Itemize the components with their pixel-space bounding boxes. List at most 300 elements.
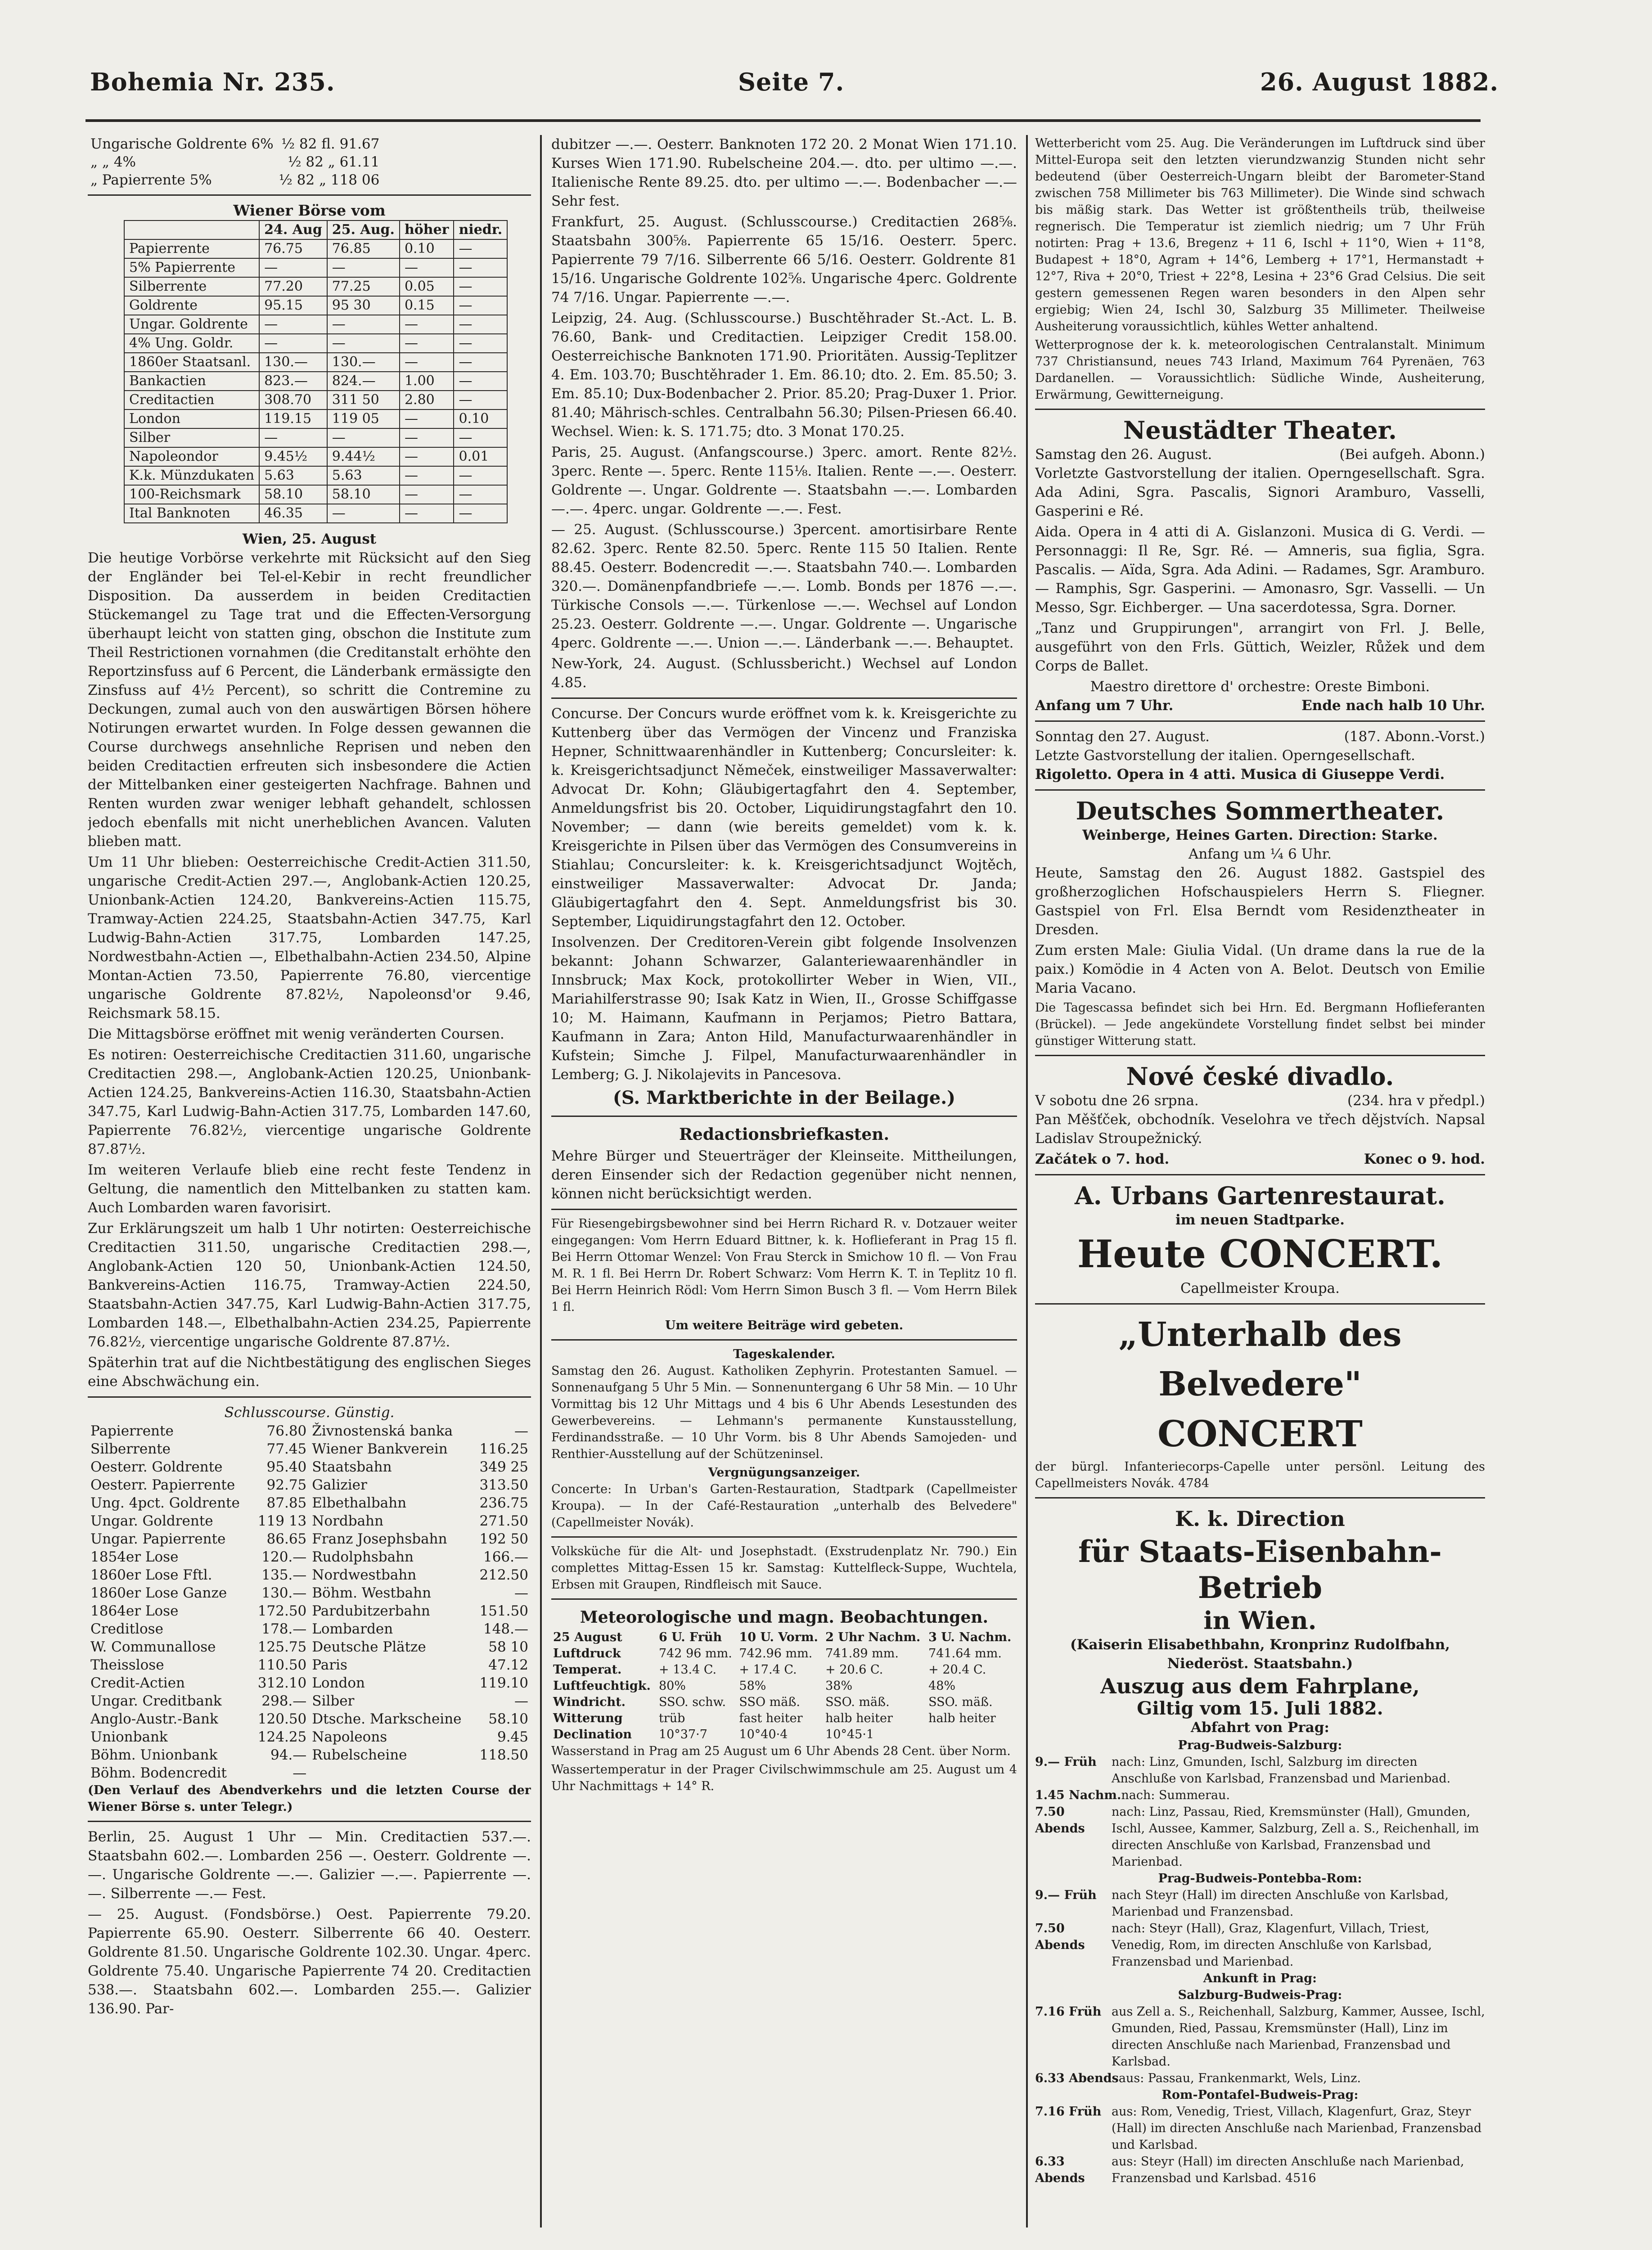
bourse-value: 77.25 — [327, 277, 400, 296]
route-rom-title: Prag-Budweis-Pontebba-Rom: — [1158, 1872, 1362, 1886]
schluss-value: 120.— — [261, 1549, 307, 1565]
summer-theatre-text-2: Zum ersten Male: Giulia Vidal. (Un drame dans la rue de la paix.) Komödie in 4 Acten von A. Belot. Deutsch von Emilie Maria Vacano. — [1035, 942, 1485, 996]
timetable-entry — [1035, 1887, 1485, 1920]
schluss-label: Unionbank — [90, 1729, 168, 1745]
calendar-text: Samstag den 26. August. Katholiken Zephyrin. Protestanten Samuel. — Sonnenaufgang 5 Uhr 5 Min. — Sonnenuntergang 6 Uhr 58 Min. — 10 Uhr Vormittag bis 12 Uhr Mittags und 4 bis 6 Uhr Abends Lesestunden des Gewerbevereins. — Lehmann's permanente Kunstausstellung, Ferdinandsstraße. — 10 Uhr Vorm. bis 8 Uhr Abends Samojeden- und Renthier-Ausstellung auf der Schützeninsel. — [551, 1364, 1017, 1461]
redaction-text: Mehre Bürger und Steuerträger der Kleinseite. Mittheilungen, deren Einsender sich der Redaction gegenüber nicht nennen, können nicht berücksichtigt werden. — [551, 1148, 1017, 1202]
meteo-value: + 17.4 C. — [739, 1663, 797, 1677]
meteo-label: Witterung — [553, 1711, 623, 1725]
bourse-label: Papierrente — [124, 239, 259, 258]
bourse-value: 58.10 — [327, 485, 400, 504]
schluss-label: Živnostenská banka — [312, 1423, 453, 1439]
end-time: Ende nach halb 10 Uhr. — [1301, 698, 1485, 714]
meteo-value: 742 96 mm. — [658, 1647, 732, 1660]
meteo-header-cell: 6 U. Früh — [658, 1630, 722, 1644]
berlin-report: Berlin, 25. August 1 Uhr — Min. Creditactien 537.—. Staatsbahn 602.—. Lombarden 256 —. Oesterr. Goldrente —.—. Ungarische Goldrente —.—. Galizier —.—. Papierrente —.—. Silberrente —.— Fest. — [88, 1829, 531, 1902]
schluss-value: 125.75 — [257, 1639, 307, 1655]
divider — [551, 1536, 1017, 1538]
entertainment-text: Concerte: In Urban's Garten-Restauration, Stadtpark (Capellmeister Kroupa). — In der Café-Restauration „unterhalb des Belvedere" (Capellmeister Novák). — [551, 1482, 1017, 1530]
schluss-row — [88, 1494, 531, 1512]
meteo-value: 742.96 mm. — [739, 1647, 813, 1660]
bourse-row — [124, 296, 507, 315]
bourse-value: 308.70 — [259, 391, 327, 410]
railway-direction: K. k. Direction — [1175, 1507, 1345, 1531]
schluss-row — [88, 1476, 531, 1494]
schluss-value: — — [514, 1423, 528, 1439]
bourse-value: — — [454, 258, 507, 277]
divider — [1035, 720, 1485, 722]
schluss-label: 1854er Lose — [90, 1549, 179, 1565]
bourse-value: 1.00 — [400, 372, 454, 391]
bourse-value: — — [259, 334, 327, 353]
bourse-header-cell: 25. Aug. — [327, 220, 400, 239]
concurse-notice: Concurse. Der Concurs wurde eröffnet vom k. k. Kreisgerichte zu Kuttenberg über das Vermögen der Vincenz und Franziska Hepner, Schnittwaarenhändler in Kuttenberg; Concursleiter: k. k. Kreisgerichtsadjunct Němeček, einstweiliger Massaverwalter: Advocat Dr. Kohn; Gläubigertagfahrt den 4. September, Anmeldungsfrist bis 20. October, Liquidirungstagfahrt den 10. November; — dann (wie bereits gemeldet) vom k. k. Kreisgerichte in Pilsen über das Vermögen des Consumvereins in Stiahlau; Concursleiter: k. k. Kreisgerichtsadjunct Wojtěch, einstweiliger Massaverwalter: Advocat Dr. Janda; Gläubigertagfahrt den 4. Sept. Anmeldungsfrist bis 30. September, Liquidirungstagfahrt den 12. October. — [551, 706, 1017, 930]
bourse-value: — — [454, 391, 507, 410]
schluss-label: Dtsche. Markscheine — [312, 1711, 462, 1727]
meteo-header-cell: 3 U. Nachm. — [928, 1630, 1012, 1644]
schluss-label: Rudolphsbahn — [312, 1549, 414, 1565]
bourse-label: Creditactien — [124, 391, 259, 410]
belvedere-text: der bürgl. Infanteriecorps-Capelle unter persönl. Leitung des Capellmeisters Novák. 4784 — [1035, 1460, 1485, 1490]
schluss-row — [88, 1674, 531, 1692]
bourse-header-cell: höher — [400, 220, 454, 239]
schluss-label: Ungar. Papierrente — [90, 1531, 226, 1547]
czech-start: Začátek o 7. hod. — [1035, 1151, 1170, 1167]
route-description: nach: Summerau. — [1121, 1788, 1230, 1802]
paris-report-2: — 25. August. (Schlusscourse.) 3percent. amortisirbare Rente 82.62. 3perc. Rente 82.50. 5perc. Rente 115 50 Italien. Rente 88.45. Oesterr. Bodencredit —.—. Staatsbahn 740.—. Lombarden 320.—. Domänenpfandbriefe —.—. Lomb. Bonds per 1876 —.—. Türkische Consols —.—. Türkenlose —.—. Wechsel auf London 25.23. Oesterr. Goldrente —.—. Ungar. Goldrente —. Ungarische 4perc. Goldrente —.—. Union —.—. Länderbank —.—. Behauptet. — [551, 522, 1017, 651]
bourse-row — [124, 353, 507, 372]
schluss-note: (Den Verlauf des Abendverkehrs und die letzten Course der Wiener Börse s. unter Telegr.) — [88, 1783, 531, 1814]
schluss-label: Silber — [312, 1693, 355, 1709]
schluss-value: 58.10 — [488, 1711, 528, 1727]
schluss-label: Lombarden — [312, 1621, 393, 1637]
departure-time: 7.50 Abends — [1035, 1922, 1085, 1952]
schluss-label: Böhm. Westbahn — [312, 1585, 432, 1601]
schluss-value: 92.75 — [266, 1477, 307, 1493]
rigoletto-text: Rigoletto. Opera in 4 atti. Musica di Giuseppe Verdi. — [1035, 766, 1445, 783]
schluss-label: Staatsbahn — [312, 1459, 392, 1475]
bourse-value: — — [327, 504, 400, 523]
bourse-value: 9.45½ — [259, 447, 327, 466]
bourse-row — [124, 485, 507, 504]
bourse-title: Wiener Börse vom — [233, 202, 386, 219]
schluss-value: 87.85 — [266, 1495, 307, 1511]
summer-theatre-text-3: Die Tagescassa befindet sich bei Hrn. Ed. Bergmann Hoflieferanten (Brückel). — Jede angekündete Vorstellung findet selbst bei minder günstiger Witterung statt. — [1035, 1001, 1485, 1048]
column-2 — [551, 135, 1017, 2250]
railway-title: für Staats-Eisenbahn-Betrieb — [1078, 1534, 1442, 1605]
wien-title: Wien, 25. August — [242, 531, 377, 547]
schluss-row — [88, 1512, 531, 1530]
start-time: Anfang um 7 Uhr. — [1035, 698, 1174, 714]
bourse-row — [124, 410, 507, 428]
schluss-row — [88, 1710, 531, 1728]
weather-forecast: Wetterprognose der k. k. meteorologischen Centralanstalt. Minimum 737 Christiansund, neues 743 Irland, Maximum 764 Pyrenäen, 763 Dardanellen. — Voraussichtlich: Südliche Winde, Ausheiterung, Erwärmung, Gewitterneigung. — [1035, 338, 1485, 402]
schluss-label: London — [312, 1675, 365, 1691]
czech-date: V sobotu dne 26 srpna. — [1035, 1093, 1199, 1109]
schluss-value: 9.45 — [497, 1729, 528, 1745]
schluss-value: 151.50 — [479, 1603, 528, 1619]
meteo-row — [551, 1710, 1017, 1727]
leipzig-report: Leipzig, 24. Aug. (Schlusscourse.) Buschtěhrader St.-Act. L. B. 76.60, Bank- und Creditactien. Leipziger Credit 158.00. Oesterreichische Banknoten 171.90. Prioritäten. Aussig-Teplitzer 4. Em. 103.70; Buschtěhrader 1. Em. 86.10; dto. 2. Em. 85.50; 3. Em. 85.10; Dux-Bodenbacher 2. Prior. 85.20; Prag-Duxer 1. Prior. 81.40; Mährisch-schles. Centralbahn 56.30; Pilsen-Priesen 66.40. Wechsel. Wien: k. S. 171.75; dto. 3 Monat 170.25. — [551, 310, 1017, 440]
bourse-value: — — [400, 410, 454, 428]
schluss-value: 130.— — [261, 1585, 307, 1601]
bourse-value: — — [454, 334, 507, 353]
divider — [551, 1209, 1017, 1210]
neustadt-text: Vorletzte Gastvorstellung der italien. Operngesellschaft. Sgra. Ada Adini, Sgra. Pascalis, Signori Aramburo, Vasselli, Gasperini e Ré. — [1035, 465, 1485, 519]
schluss-value: 110.50 — [257, 1657, 307, 1673]
bourse-header-cell: niedr. — [454, 220, 507, 239]
schluss-label: Napoleons — [312, 1729, 387, 1745]
bourse-value: 5.63 — [327, 466, 400, 485]
bourse-value: — — [400, 258, 454, 277]
schluss-label: Ungar. Goldrente — [90, 1513, 213, 1529]
bourse-value: — — [400, 504, 454, 523]
wien-report — [88, 549, 531, 1391]
schluss-label: Ung. 4pct. Goldrente — [90, 1495, 240, 1511]
timetable-entry — [1035, 2003, 1485, 2070]
aida-text: Aida. Opera in 4 atti di A. Gislanzoni. Musica di G. Verdi. — Personnaggi: Il Re, Sgr. Ré. — Amneris, sua figlia, Sgra. Pascalis. — Aïda, Sgra. Ada Adini. — Radames, Sgr. Aramburo. — Ramphis, Sgr. Gasperini. — Amonasro, Sgr. Vasselli. — Un Messo, Sgr. Eichberger. — Una sacerdotessa, Sgra. Dorner. — [1035, 524, 1485, 616]
meteo-row — [551, 1678, 1017, 1694]
meteo-value: 10°45·1 — [825, 1728, 874, 1742]
urban-subtitle: im neuen Stadtparke. — [1175, 1212, 1345, 1228]
schluss-label: 1860er Lose Fftl. — [90, 1567, 212, 1583]
bourse-value: — — [327, 258, 400, 277]
sunday-date: Sonntag den 27. August. — [1035, 729, 1210, 745]
bourse-value: 0.10 — [454, 410, 507, 428]
neustadt-abonn: (Bei aufgeh. Abonn.) — [1339, 446, 1485, 463]
bourse-value: — — [454, 239, 507, 258]
belvedere-concert: CONCERT — [1157, 1413, 1363, 1455]
meteo-value: 10°40·4 — [739, 1728, 788, 1742]
schluss-value: 349 25 — [479, 1459, 528, 1475]
bourse-value: 311 50 — [327, 391, 400, 410]
bourse-value: 0.10 — [400, 239, 454, 258]
schluss-row — [88, 1656, 531, 1674]
schluss-value: 116.25 — [479, 1441, 528, 1457]
bourse-value: 130.— — [327, 353, 400, 372]
ballet-text: „Tanz und Gruppirungen", arrangirt von Frl. J. Belle, ausgeführt von den Frls. Güttich, Weizler, Růžek und dem Corps de Ballet. — [1035, 620, 1485, 674]
route-salzburg-title: Prag-Budweis-Salzburg: — [1178, 1738, 1342, 1752]
header-rule — [86, 119, 1481, 122]
czech-end: Konec o 9. hod. — [1364, 1151, 1485, 1167]
bourse-value: — — [259, 428, 327, 447]
bourse-value: — — [400, 353, 454, 372]
schluss-row — [88, 1638, 531, 1656]
schluss-value: 212.50 — [479, 1567, 528, 1583]
meteo-header-cell: 25 August — [553, 1630, 622, 1644]
route-rom-prag-title: Rom-Pontafel-Budweis-Prag: — [1161, 2088, 1359, 2102]
sunday-row — [1035, 727, 1485, 746]
schluss-label: Böhm. Bodencredit — [90, 1765, 227, 1781]
quote-label: „ „ 4% — [90, 154, 136, 170]
schluss-value: 118.50 — [479, 1747, 528, 1763]
meteo-row — [551, 1662, 1017, 1678]
schluss-label: Theisslose — [90, 1657, 164, 1673]
route-salzburg-prag-title: Salzburg-Budweis-Prag: — [1178, 1988, 1342, 2002]
bourse-value: 130.— — [259, 353, 327, 372]
wien-paragraph: Die Mittagsbörse eröffnet mit wenig veränderten Coursen. — [88, 1026, 504, 1042]
bourse-label: Goldrente — [124, 296, 259, 315]
meteo-value: + 13.4 C. — [658, 1663, 717, 1677]
bourse-value: — — [400, 315, 454, 334]
wien-paragraph: Die heutige Vorbörse verkehrte mit Rücksicht auf den Sieg der Engländer bei Tel-el-Kebir in recht freundlicher Disposition. Da ausserdem in beiden Creditactien Stückemangel zu Tage trat und die Effecten-Versorgung überhaupt leicht von statten ging, obschon die Institute zum Theil Restrictionen vornahmen (die Creditanstalt erhöhte den Reportzinsfuss auf 6 Percent, die Länderbank ermässigte den Zinsfuss auf 4½ Percent), so schritt die Contremine zu Deckungen, zumal auch von den auswärtigen Börsen höhere Notirungen erwartet wurden. In Folge dessen gewannen die Course durchwegs ansehnliche Reprisen und neben den beiden Creditactien erfreuten sich insbesondere die Actien der Mittelbanken einer gesteigerten Nachfrage. Bahnen und Renten wurden zwar weniger lebhaft gehandelt, schlossen jedoch ebenfalls mit nicht unerheblichen Avancen. Valuten blieben matt. — [88, 550, 531, 850]
schluss-value: 172.50 — [257, 1603, 307, 1619]
divider — [551, 698, 1017, 699]
schluss-value: 47.12 — [488, 1657, 528, 1673]
bourse-value: 2.80 — [400, 391, 454, 410]
calendar-title: Tageskalender. — [733, 1347, 835, 1361]
divider — [1035, 789, 1485, 791]
bourse-header-cell — [124, 220, 259, 239]
bourse-label: Bankactien — [124, 372, 259, 391]
meteo-label: Temperat. — [553, 1663, 622, 1677]
departure-time: 1.45 Nachm. — [1035, 1788, 1121, 1802]
schluss-label: 1860er Lose Ganze — [90, 1585, 227, 1601]
timetable — [1035, 1737, 1485, 2187]
czech-abonn: (234. hra v předpl.) — [1347, 1093, 1485, 1109]
bourse-label: Ungar. Goldrente — [124, 315, 259, 334]
schluss-label: Paris — [312, 1657, 347, 1673]
maestro: Maestro direttore d' orchestre: Oreste Bimboni. — [1090, 679, 1430, 695]
timetable-entry — [1035, 1804, 1485, 1870]
schluss-row — [88, 1764, 531, 1782]
neustadt-date-row — [1035, 445, 1485, 464]
bourse-value: — — [454, 277, 507, 296]
meteo-label: Luftdruck — [553, 1647, 621, 1660]
wien-paragraph: Im weiteren Verlaufe blieb eine recht feste Tendenz in Geltung, die namentlich den Mittelbanken zu statten kam. Auch Lombarden waren favorisirt. — [88, 1162, 531, 1216]
bourse-value: 9.44½ — [327, 447, 400, 466]
bourse-value: — — [454, 504, 507, 523]
schluss-value: 95.40 — [266, 1459, 307, 1475]
bourse-value: 77.20 — [259, 277, 327, 296]
column-divider — [540, 135, 542, 2228]
bourse-value: 0.15 — [400, 296, 454, 315]
bourse-row — [124, 334, 507, 353]
schluss-label: Papierrente — [90, 1423, 174, 1439]
summer-theatre-title: Deutsches Sommertheater. — [1076, 796, 1445, 825]
arrivals-title: Ankunft in Prag: — [1203, 1971, 1317, 1985]
schluss-row — [88, 1692, 531, 1710]
timetable-entry — [1035, 1920, 1485, 1970]
page-number: Seite 7. — [738, 68, 845, 96]
schluss-label: W. Communallose — [90, 1639, 216, 1655]
divider — [1035, 1174, 1485, 1175]
schluss-label: Böhm. Unionbank — [90, 1747, 218, 1763]
bourse-value: — — [400, 485, 454, 504]
schluss-row — [88, 1458, 531, 1476]
bourse-value: — — [327, 315, 400, 334]
meteo-value: 741.64 mm. — [928, 1647, 1002, 1660]
meteo-value: SSO. mäß. — [928, 1695, 993, 1709]
meteo-value: 10°37·7 — [658, 1728, 707, 1742]
schluss-row — [88, 1422, 531, 1440]
meteo-table — [551, 1629, 1017, 1743]
schluss-label: Deutsche Plätze — [312, 1639, 426, 1655]
schluss-value: — — [514, 1693, 528, 1709]
quote-row — [88, 153, 382, 171]
divider — [1035, 1497, 1485, 1498]
schluss-table — [88, 1422, 531, 1782]
meteo-row — [551, 1694, 1017, 1710]
meteo-value: 741.89 mm. — [825, 1647, 899, 1660]
route-description: nach: Linz, Gmunden, Ischl, Salzburg im directen Anschluße von Karlsbad, Franzensbad und Marienbad. — [1112, 1755, 1451, 1786]
railway-lines: (Kaiserin Elisabethbahn, Kronprinz Rudolfbahn, Niederöst. Staatsbahn.) — [1070, 1637, 1450, 1672]
route-description: aus: Steyr (Hall) im directen Anschluße nach Marienbad, Franzensbad und Karlsbad. 4516 — [1112, 2155, 1464, 2185]
railway-city: in Wien. — [1203, 1606, 1317, 1635]
bourse-label: Silber — [124, 428, 259, 447]
bourse-header-cell: 24. Aug — [259, 220, 327, 239]
meteo-value: 58% — [739, 1679, 766, 1693]
bourse-value: — — [400, 428, 454, 447]
departure-time: 9.— Früh — [1035, 1888, 1097, 1902]
schluss-row — [88, 1746, 531, 1764]
bourse-value: 824.— — [327, 372, 400, 391]
bourse-value: 0.05 — [400, 277, 454, 296]
summer-theatre-start: Anfang um ¼ 6 Uhr. — [1188, 846, 1332, 862]
summer-theatre-subtitle: Weinberge, Heines Garten. Direction: Starke. — [1082, 827, 1438, 843]
column-1 — [88, 135, 531, 2250]
bourse-label: 1860er Staatsanl. — [124, 353, 259, 372]
schluss-row — [88, 1530, 531, 1548]
schluss-value: 148.— — [483, 1621, 528, 1637]
bourse-value: — — [259, 315, 327, 334]
route-description: aus: Passau, Frankenmarkt, Wels, Linz. — [1118, 2071, 1361, 2085]
bourse-table — [124, 220, 508, 523]
issue-date: 26. August 1882. — [1260, 68, 1499, 96]
bourse-label: 100-Reichsmark — [124, 485, 259, 504]
meteo-header-cell: 2 Uhr Nachm. — [825, 1630, 921, 1644]
bourse-label: Ital Banknoten — [124, 504, 259, 523]
meteo-value: SSO mäß. — [739, 1695, 800, 1709]
schluss-value: 135.— — [261, 1567, 307, 1583]
bourse-value: 0.01 — [454, 447, 507, 466]
timetable-title: Auszug aus dem Fahrplane, — [1100, 1674, 1420, 1698]
bourse-value: 58.10 — [259, 485, 327, 504]
quote-row — [88, 135, 382, 153]
czech-times-row — [1035, 1150, 1485, 1169]
timetable-entry — [1035, 2103, 1485, 2153]
bourse-value: — — [454, 466, 507, 485]
bourse-label: 5% Papierrente — [124, 258, 259, 277]
meteo-header-cell: 10 U. Vorm. — [739, 1630, 818, 1644]
meteo-row — [551, 1646, 1017, 1662]
bourse-value: — — [400, 334, 454, 353]
schluss-value: 76.80 — [266, 1423, 307, 1439]
divider — [1035, 1055, 1485, 1056]
schluss-row — [88, 1440, 531, 1458]
departures-title: Abfahrt von Prag: — [1190, 1719, 1329, 1736]
meteo-title: Meteorologische und magn. Beobachtungen. — [580, 1608, 989, 1627]
timetable-entry — [1035, 1754, 1485, 1787]
schluss-value: 236.75 — [479, 1495, 528, 1511]
schluss-row — [88, 1566, 531, 1584]
schluss-row — [88, 1620, 531, 1638]
bourse-value: — — [454, 353, 507, 372]
meteo-label: Windricht. — [553, 1695, 626, 1709]
schluss-value — [473, 1764, 531, 1782]
bourse-value: 823.— — [259, 372, 327, 391]
schluss-value: — — [293, 1765, 307, 1781]
timetable-entry — [1035, 1787, 1485, 1804]
bourse-label: K.k. Münzdukaten — [124, 466, 259, 485]
meteo-header — [551, 1629, 1017, 1646]
wien-paragraph: Späterhin trat auf die Nichtbestätigung des englischen Sieges eine Abschwächung ein. — [88, 1354, 531, 1390]
column-divider — [1026, 135, 1028, 2228]
schluss-value: 58 10 — [488, 1639, 528, 1655]
schluss-value: 94.— — [270, 1747, 307, 1763]
bourse-row — [124, 466, 507, 485]
quote-row — [88, 171, 382, 189]
schluss-label — [309, 1764, 473, 1782]
schluss-label: Oesterr. Goldrente — [90, 1459, 223, 1475]
departure-time: 7.16 Früh — [1035, 2105, 1102, 2119]
timetable-entry — [1035, 2070, 1485, 2087]
bourse-value: — — [454, 296, 507, 315]
meteo-value: 48% — [928, 1679, 956, 1693]
departure-time: 7.50 Abends — [1035, 1805, 1085, 1836]
schluss-label: Wiener Bankverein — [312, 1441, 448, 1457]
schluss-label: Credit-Actien — [90, 1675, 185, 1691]
water-temperature: Wassertemperatur in der Prager Civilschwimmschule am 25. August um 4 Uhr Nachmittags + 14° R. — [551, 1763, 1017, 1793]
quote-value: ½ 82 „ 61.11 — [288, 154, 380, 170]
czech-date-row — [1035, 1091, 1485, 1110]
berlin-report-2: — 25. August. (Fondsbörse.) Oest. Papierrente 79.20. Papierrente 65.90. Oesterr. Silberrente 66 40. Oesterr. Goldrente 81.50. Ungarische Goldrente 102.30. Ungar. 4perc. Goldrente 75.40. Ungarische Papierrente 74 20. Creditactien 538.—. Staatsbahn 602.—. Lombarden 255.—. Galizier 136.90. Par- — [88, 1906, 531, 2017]
divider — [551, 1339, 1017, 1341]
schluss-value: 192 50 — [479, 1531, 528, 1547]
departure-time: 7.16 Früh — [1035, 2005, 1102, 2019]
meteo-value: halb heiter — [825, 1711, 893, 1725]
bourse-value: — — [327, 334, 400, 353]
bourse-label: London — [124, 410, 259, 428]
meteo-label: Luftfeuchtigk. — [553, 1679, 651, 1693]
schluss-value: 120.50 — [257, 1711, 307, 1727]
bourse-row — [124, 258, 507, 277]
schluss-label: Elbethalbahn — [312, 1495, 407, 1511]
neustadt-theatre-title: Neustädter Theater. — [1123, 416, 1397, 445]
divider — [551, 1116, 1017, 1117]
donations-appeal: Um weitere Beiträge wird gebeten. — [665, 1318, 904, 1332]
meteo-value: trüb — [658, 1711, 685, 1725]
meteo-value: + 20.4 C. — [928, 1663, 986, 1677]
bourse-label: 4% Ung. Goldr. — [124, 334, 259, 353]
neustadt-date: Samstag den 26. August. — [1035, 446, 1212, 463]
bourse-value: — — [259, 258, 327, 277]
soup-kitchen-text: Volksküche für die Alt- und Josephstadt. (Exstrudenplatz Nr. 790.) Ein complettes Mittag-Essen 15 kr. Samstag: Kuttelfleck-Suppe, Wuchtela, Erbsen mit Graupen, Rindfleisch mit Sauce. — [551, 1544, 1017, 1592]
route-description: nach Steyr (Hall) im directen Anschluße von Karlsbad, Marienbad und Franzensbad. — [1112, 1888, 1449, 1919]
bourse-value: 5.63 — [259, 466, 327, 485]
schluss-title: Schlusscourse. Günstig. — [224, 1404, 395, 1421]
meteo-value — [927, 1727, 1017, 1743]
schluss-label: Nordbahn — [312, 1513, 383, 1529]
departure-time: 6.33 Abends — [1035, 2155, 1085, 2185]
meteo-value: fast heiter — [739, 1711, 803, 1725]
bourse-header — [124, 220, 507, 239]
bourse-value: — — [454, 372, 507, 391]
schluss-value: — — [514, 1585, 528, 1601]
schluss-value: 86.65 — [266, 1531, 307, 1547]
quote-value: ½ 82 „ 118 06 — [279, 172, 380, 188]
route-description: nach: Linz, Passau, Ried, Kremsmünster (Hall), Gmunden, Ischl, Aussee, Kammer, Salzburg, Zell a. S., Reichenhall, im directen Anschluße von Karlsbad, Franzensbad und Marienbad. — [1112, 1805, 1479, 1869]
czech-text: Pan Měšťček, obchodník. Veselohra ve třech dějstvích. Napsal Ladislav Stroupežnický. — [1035, 1112, 1485, 1147]
bourse-row — [124, 239, 507, 258]
bourse-value: — — [400, 466, 454, 485]
schluss-label: Ungar. Creditbank — [90, 1693, 222, 1709]
schluss-label: Pardubitzerbahn — [312, 1603, 430, 1619]
divider — [88, 1396, 531, 1398]
divider — [88, 1821, 531, 1822]
schluss-label: Galizier — [312, 1477, 367, 1493]
weather-report: Wetterbericht vom 25. Aug. Die Veränderungen im Luftdruck sind über Mittel-Europa seit den letzten vierundzwanzig Stunden nicht sehr bedeutend (über Oesterreich-Ungarn bleibt der Barometer-Stand zwischen 758 Millimeter bis 763 Millimeter). Die Winde sind schwach bis mäßig stark. Das Wetter ist größtentheils trüb, theilweise regnerisch. Die Temperatur ist ziemlich niedrig; um 7 Uhr Früh notirten: Prag + 13.6, Bregenz + 11 6, Ischl + 11°0, Wien + 11°8, Budapest + 18°0, Agram + 14°6, Lemberg + 17°1, Hermanstadt + 12°7, Riva + 20°0, Triest + 22°8, Lesina + 23°6 Grad Celsius. Die seit gestern gemessenen Regen waren besonders in den Alpen sehr ergiebig; Wien 24, Ischl 30, Salzburg 35 Millimeter. Theilweise Ausheiterung voraussichtlich, kühles Wetter anhaltend. — [1035, 136, 1485, 333]
